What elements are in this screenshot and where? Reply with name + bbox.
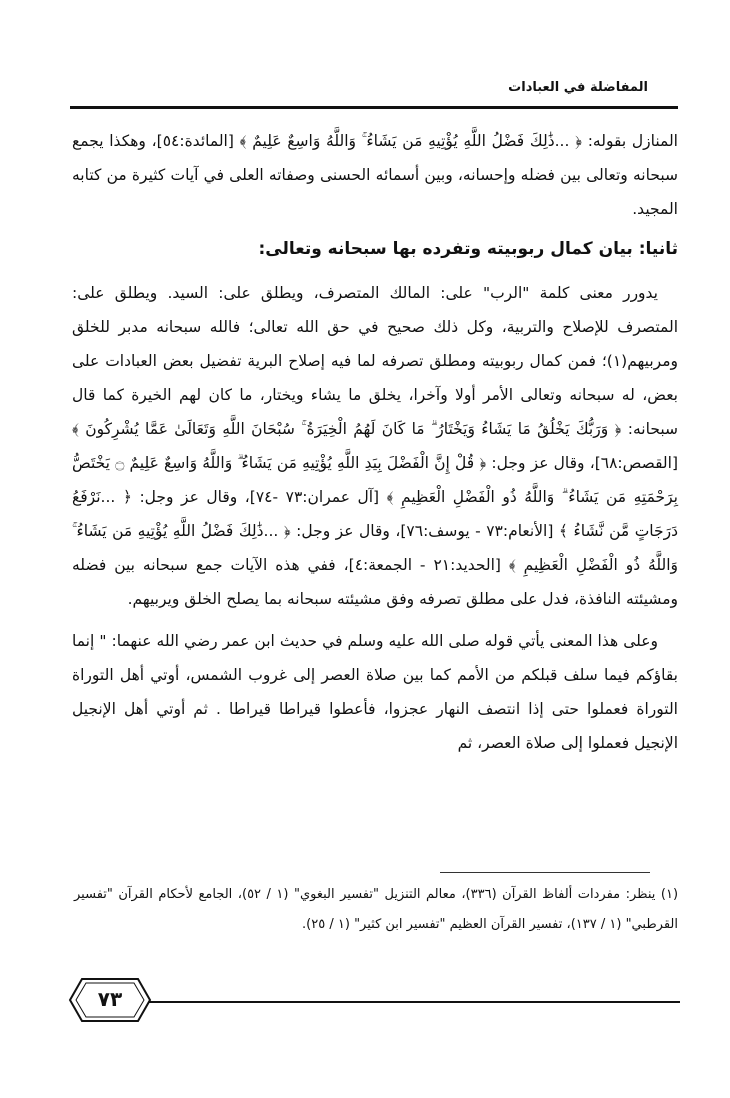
- section-heading: ثانيا: بيان كمال ربوبيته وتفرده بها سبحانه وتعالى:: [258, 239, 678, 259]
- footnote-divider: [440, 872, 650, 873]
- header-divider: [70, 106, 678, 109]
- footnote: (١) ينظر: مفردات ألفاظ القرآن (٣٣٦)، معالم التنزيل "تفسير البغوي" (١ / ٥٢)، الجامع لأحكام القرآن "تفسير القرطبي" (١ / ١٣٧)، تفسير القرآن العظيم "تفسير ابن كثير" (١ / ٢٥).: [74, 887, 679, 932]
- paragraph: المنازل بقوله: ﴿ ...ذَٰلِكَ فَضْلُ اللَّهِ يُؤْتِيهِ مَن يَشَاءُ ۚ وَاللَّهُ وَاسِعٌ عَلِيمٌ ﴾ [المائدة:٥٤]، وهكذا يجمع سبحانه وتعالى بين فضله وإحسانه، وبين أسمائه الحسنى وصفاته العلى في آيات كثيرة من كتابه المجيد.: [72, 132, 678, 218]
- footer-divider: [140, 1001, 680, 1003]
- paragraph: وعلى هذا المعنى يأتي قوله صلى الله عليه وسلم في حديث ابن عمر رضي الله عنهما: " إنما بقاؤكم فيما سلف قبلكم من الأمم كما بين صلاة العصر إلى غروب الشمس، أوتي أهل التوراة التوراة فعملوا حتى إذا انتصف النهار عجزوا، فأعطوا قيراطا قيراطا . ثم أوتي أهل الإنجيل الإنجيل فعملوا إلى صلاة العصر، ثم: [72, 632, 678, 752]
- paragraph: يدورر معنى كلمة "الرب" على: المالك المتصرف، ويطلق على: السيد. ويطلق على: المتصرف للإصلاح والتربية، وكل ذلك صحيح في حق الله تعالى؛ فالله سبحانه مدبر للخلق ومربيهم(١)؛ فمن كمال ربوبيته ومطلق تصرفه لما فيه إصلاح البرية تفضيل بعض العبادات على بعض، له سبحانه وتعالى الأمر أولا وآخرا، يخلق ما يشاء ويختار، ما كان لهم الخيرة كما قال سبحانه: ﴿ وَرَبُّكَ يَخْلُقُ مَا يَشَاءُ وَيَخْتَارُ ۗ مَا كَانَ لَهُمُ الْخِيَرَةُ ۚ سُبْحَانَ اللَّهِ وَتَعَالَىٰ عَمَّا يُشْرِكُونَ ﴾ [القصص:٦٨]، وقال عز وجل: ﴿ قُلْ إِنَّ الْفَضْلَ بِيَدِ اللَّهِ يُؤْتِيهِ مَن يَشَاءُ ۗ وَاللَّهُ وَاسِعٌ عَلِيمٌ ۝ يَخْتَصُّ بِرَحْمَتِهِ مَن يَشَاءُ ۗ وَاللَّهُ ذُو الْفَضْلِ الْعَظِيمِ ﴾ [آل عمران:٧٣ -٧٤]، وقال عز وجل: ﴿ ...نَرْفَعُ دَرَجَاتٍ مَّن نَّشَاءُ ﴾ [الأنعام:٧٣ - يوسف:٧٦]، وقال عز وجل: ﴿ ...ذَٰلِكَ فَضْلُ اللَّهِ يُؤْتِيهِ مَن يَشَاءُ ۚ وَاللَّهُ ذُو الْفَضْلِ الْعَظِيمِ ﴾ [الحديد:٢١ - الجمعة:٤]، ففي هذه الآيات جمع سبحانه بين فضله ومشيئته النافذة، فدل على مطلق تصرفه وفق مشيئته سبحانه بما يصلح الخلق ويربيهم.: [72, 284, 679, 608]
- page-number: ٧٣: [97, 987, 123, 1011]
- footnotes: [74, 880, 678, 940]
- main-text: [72, 124, 678, 760]
- page-number-badge: [68, 976, 152, 1024]
- running-header: المفاضلة في العبادات: [508, 80, 648, 95]
